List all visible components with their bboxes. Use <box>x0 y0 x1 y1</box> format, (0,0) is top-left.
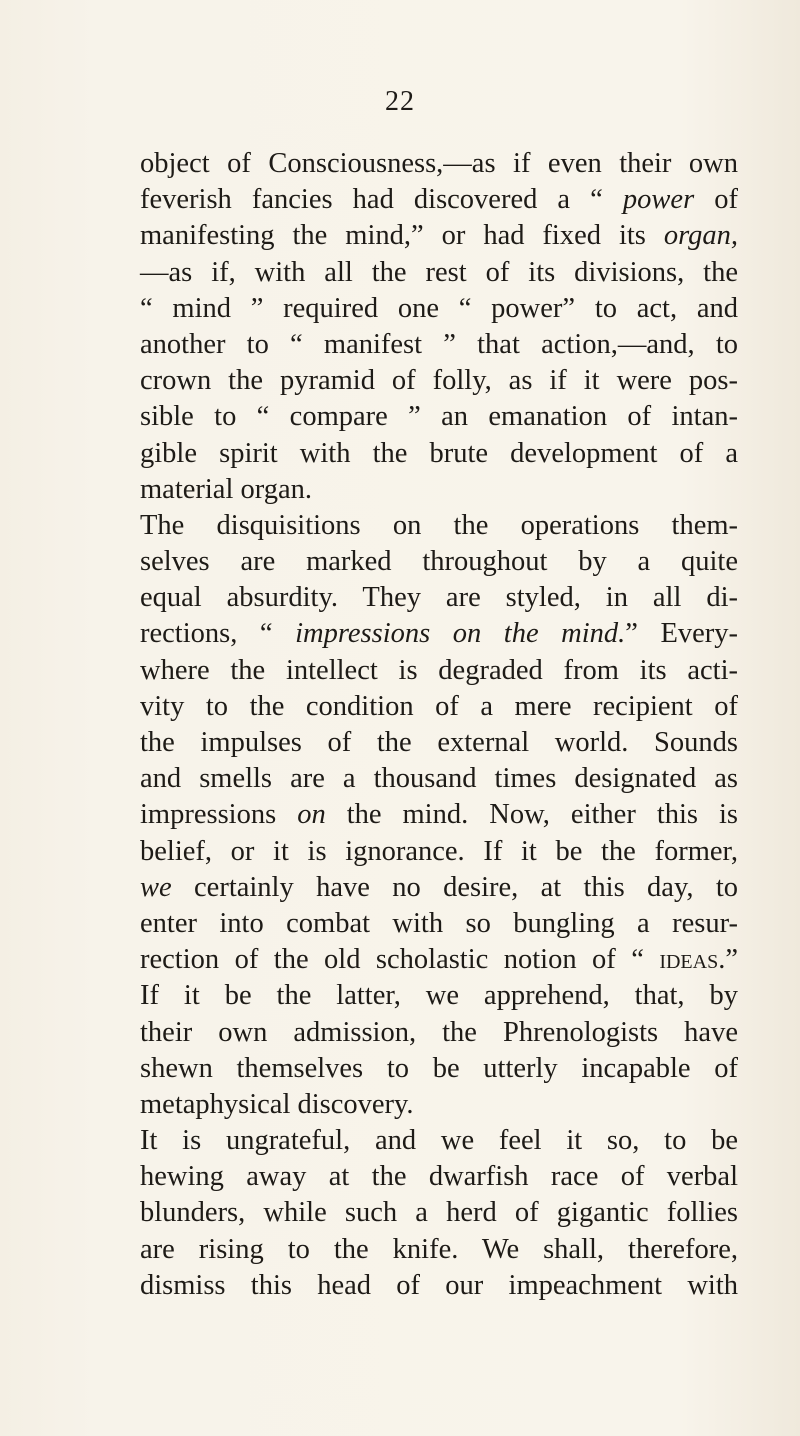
text-line <box>140 834 738 870</box>
body-text <box>140 146 738 1304</box>
text-segment: rection of the old scholastic notion of “ <box>140 944 660 976</box>
text-segment: gible spirit with the brute development of a <box>140 437 738 469</box>
text-line <box>140 1087 738 1123</box>
text-line <box>140 1268 738 1304</box>
text-line <box>140 146 738 182</box>
text-segment: impressions on the mind. <box>295 618 626 650</box>
text-line <box>140 255 738 291</box>
text-segment: ” Every- <box>625 618 738 650</box>
text-line <box>140 399 738 435</box>
text-segment: manifesting the mind,” or had fixed its <box>140 220 664 252</box>
text-segment: sible to “ compare ” an emanation of intan- <box>140 401 738 433</box>
text-segment: feverish fancies had discovered a “ <box>140 184 623 216</box>
text-segment: shewn themselves to be utterly incapable of <box>140 1052 738 1084</box>
text-line <box>140 472 738 508</box>
text-segment: .” <box>718 944 738 976</box>
text-segment: “ mind ” required one “ power” to act, and <box>140 292 738 324</box>
text-line <box>140 1195 738 1231</box>
text-line <box>140 942 738 978</box>
text-segment: The disquisitions on the operations them- <box>140 509 738 541</box>
text-segment: blunders, while such a herd of gigantic follies <box>140 1197 738 1229</box>
text-line <box>140 978 738 1014</box>
text-segment: equal absurdity. They are styled, in all di- <box>140 582 738 614</box>
text-segment: crown the pyramid of folly, as if it were pos- <box>140 365 738 397</box>
text-line <box>140 616 738 652</box>
text-segment: If it be the latter, we apprehend, that, by <box>140 980 738 1012</box>
text-segment: where the intellect is degraded from its acti- <box>140 654 738 686</box>
text-line <box>140 689 738 725</box>
text-segment: of <box>694 184 738 216</box>
text-line <box>140 363 738 399</box>
text-segment: rections, “ <box>140 618 296 650</box>
text-segment: organ, <box>663 220 738 252</box>
text-line <box>140 544 738 580</box>
text-segment: another to “ manifest ” that action,—and, to <box>140 328 738 360</box>
text-segment: certainly have no desire, at this day, to <box>171 871 738 903</box>
text-line <box>140 761 738 797</box>
text-line <box>140 1232 738 1268</box>
text-segment: enter into combat with so bungling a resur- <box>140 907 738 939</box>
text-segment: —as if, with all the rest of its divisions, the <box>140 256 738 288</box>
text-segment: selves are marked throughout by a quite <box>140 546 738 578</box>
text-segment: power <box>622 184 695 216</box>
text-segment: metaphysical discovery. <box>140 1088 414 1120</box>
text-line <box>140 1051 738 1087</box>
text-segment: we <box>140 871 172 903</box>
text-line <box>140 797 738 833</box>
text-segment: the mind. Now, either this is <box>325 799 739 831</box>
text-line <box>140 906 738 942</box>
text-line <box>140 436 738 472</box>
text-segment: their own admission, the Phrenologists have <box>140 1016 738 1048</box>
text-line <box>140 291 738 327</box>
page-number: 22 <box>385 86 415 117</box>
text-line <box>140 725 738 761</box>
text-segment: vity to the condition of a mere recipient of <box>140 690 738 722</box>
text-segment: are rising to the knife. We shall, therefore, <box>140 1233 738 1265</box>
text-segment: hewing away at the dwarfish race of verbal <box>140 1161 738 1193</box>
text-line <box>140 1159 738 1195</box>
text-segment: the impulses of the external world. Sounds <box>140 727 738 758</box>
text-segment: and smells are a thousand times designated as <box>140 763 738 795</box>
text-line <box>140 1123 738 1159</box>
text-line <box>140 218 738 254</box>
text-line <box>140 182 738 218</box>
text-segment: It is ungrateful, and we feel it so, to be <box>140 1125 738 1157</box>
text-segment: object of Consciousness,—as if even their own <box>140 148 738 179</box>
text-line <box>140 508 738 544</box>
text-segment: on <box>297 799 326 831</box>
text-segment: belief, or it is ignorance. If it be the former, <box>140 835 738 867</box>
text-line <box>140 870 738 906</box>
text-segment: dismiss this head of our impeachment with <box>140 1269 738 1301</box>
text-segment: material organ. <box>140 473 312 505</box>
text-line <box>140 580 738 616</box>
text-line <box>140 1015 738 1051</box>
text-line <box>140 327 738 363</box>
text-segment: ideas <box>659 944 719 976</box>
text-line <box>140 653 738 689</box>
text-segment: impressions <box>140 799 298 831</box>
